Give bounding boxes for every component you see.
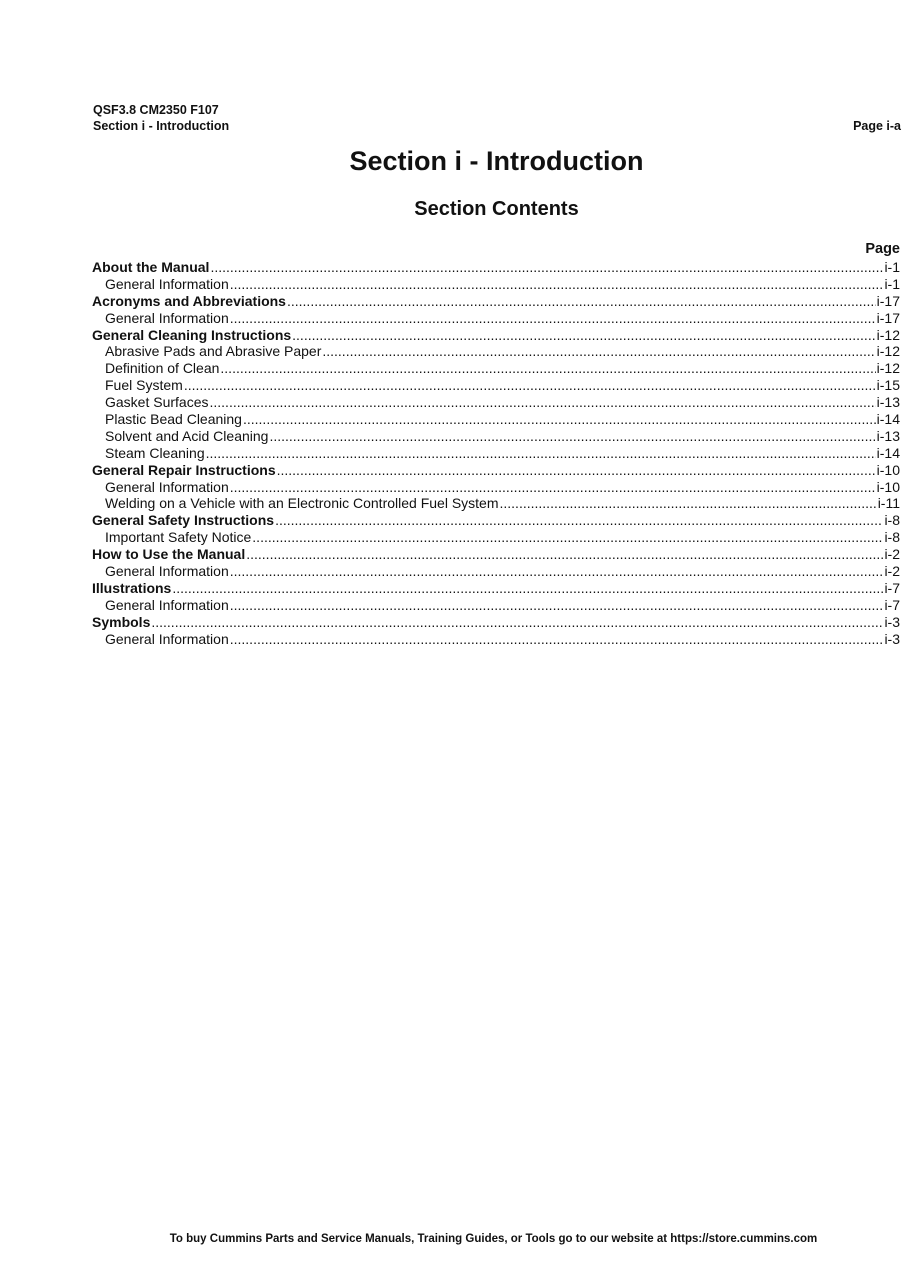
dot-leader <box>230 276 884 293</box>
dot-leader <box>206 445 876 462</box>
toc-entry-page: i-7 <box>884 596 900 613</box>
dot-leader <box>230 479 876 496</box>
toc-subsection-entry[interactable] <box>92 310 900 327</box>
toc-entry-page: i-3 <box>884 630 900 647</box>
toc-entry-page: i-17 <box>876 292 900 309</box>
toc-subsection-entry[interactable] <box>92 479 900 496</box>
toc-entry-page: i-14 <box>876 411 900 428</box>
toc-entry-label: Plastic Bead Cleaning <box>105 411 242 428</box>
toc-subsection-entry[interactable] <box>92 445 900 462</box>
dot-leader <box>292 327 875 344</box>
toc-entry-page: i-15 <box>876 377 900 394</box>
toc-section-entry[interactable] <box>92 293 900 310</box>
toc-entry-label: Solvent and Acid Cleaning <box>105 427 269 444</box>
toc-entry-page: i-1 <box>884 259 900 275</box>
toc-entry-page: i-17 <box>876 309 900 326</box>
page-column-header: Page <box>865 241 900 257</box>
toc-entry-label: General Information <box>105 596 229 613</box>
dot-leader <box>172 580 883 597</box>
page-title: Section i - Introduction <box>349 146 644 176</box>
dot-leader <box>230 597 884 614</box>
footer-note: To buy Cummins Parts and Service Manuals, Training Guides, or Tools go to our website at https://store.cummins.com <box>169 1233 818 1245</box>
toc-subsection-entry[interactable] <box>92 597 900 614</box>
toc-entry-label: Important Safety Notice <box>105 529 252 546</box>
toc-entry-label: General Safety Instructions <box>92 512 275 529</box>
dot-leader <box>230 563 884 580</box>
toc-subsection-entry[interactable] <box>92 495 900 512</box>
dot-leader <box>184 377 876 394</box>
toc-entry-page: i-8 <box>884 529 900 546</box>
toc-subsection-entry[interactable] <box>92 360 900 377</box>
toc-section-entry[interactable] <box>92 259 900 276</box>
toc-entry-page: i-2 <box>884 546 900 563</box>
toc-subsection-entry[interactable] <box>92 428 900 445</box>
dot-leader <box>252 529 883 546</box>
dot-leader <box>269 428 875 445</box>
toc-entry-page: i-10 <box>876 461 900 478</box>
table-of-contents <box>92 240 900 647</box>
toc-entry-label: Symbols <box>92 613 151 630</box>
toc-entry-page: i-12 <box>876 360 900 377</box>
toc-entry-page: i-13 <box>876 394 900 411</box>
dot-leader <box>287 293 876 310</box>
toc-entry-page: i-8 <box>884 512 900 529</box>
toc-subsection-entry[interactable] <box>92 377 900 394</box>
toc-entries <box>92 259 900 647</box>
dot-leader <box>322 343 875 360</box>
toc-entry-label: General Information <box>105 630 229 647</box>
toc-entry-label: Gasket Surfaces <box>105 394 209 411</box>
toc-section-entry[interactable] <box>92 512 900 529</box>
dot-leader <box>151 614 883 631</box>
toc-entry-label: General Cleaning Instructions <box>92 326 292 343</box>
dot-leader <box>220 360 875 377</box>
toc-entry-label: Definition of Clean <box>105 360 220 377</box>
toc-entry-label: General Repair Instructions <box>92 461 276 478</box>
toc-entry-label: Welding on a Vehicle with an Electronic Controlled Fuel System <box>105 495 499 512</box>
page-number: Page i-a <box>853 119 901 133</box>
toc-subsection-entry[interactable] <box>92 529 900 546</box>
toc-entry-page: i-10 <box>876 478 900 495</box>
toc-entry-page: i-3 <box>884 613 900 630</box>
dot-leader <box>210 394 876 411</box>
toc-subsection-entry[interactable] <box>92 276 900 293</box>
toc-subsection-entry[interactable] <box>92 394 900 411</box>
toc-entry-label: Acronyms and Abbreviations <box>92 292 286 309</box>
toc-entry-label: General Information <box>105 309 229 326</box>
toc-subsection-entry[interactable] <box>92 411 900 428</box>
toc-entry-label: Steam Cleaning <box>105 444 205 461</box>
dot-leader <box>210 259 883 276</box>
toc-entry-label: General Information <box>105 275 229 292</box>
toc-entry-label: General Information <box>105 478 229 495</box>
section-contents-heading: Section Contents <box>414 198 579 220</box>
dot-leader <box>277 462 876 479</box>
toc-entry-label: How to Use the Manual <box>92 546 246 563</box>
toc-entry-page: i-13 <box>876 427 900 444</box>
toc-entry-label: About the Manual <box>92 259 210 275</box>
toc-section-entry[interactable] <box>92 614 900 631</box>
dot-leader <box>243 411 876 428</box>
running-header-left <box>93 102 229 134</box>
toc-section-entry[interactable] <box>92 462 900 479</box>
dot-leader <box>230 631 884 648</box>
toc-section-entry[interactable] <box>92 546 900 563</box>
toc-entry-page: i-2 <box>884 563 900 580</box>
toc-entry-label: Fuel System <box>105 377 183 394</box>
toc-subsection-entry[interactable] <box>92 631 900 648</box>
toc-entry-page: i-11 <box>877 495 900 512</box>
toc-section-entry[interactable] <box>92 580 900 597</box>
toc-entry-label: Illustrations <box>92 579 172 596</box>
section-name: Section i - Introduction <box>93 119 230 133</box>
dot-leader <box>246 546 883 563</box>
toc-entry-page: i-1 <box>884 275 900 292</box>
toc-section-entry[interactable] <box>92 327 900 344</box>
toc-entry-page: i-14 <box>876 444 900 461</box>
toc-subsection-entry[interactable] <box>92 343 900 360</box>
toc-subsection-entry[interactable] <box>92 563 900 580</box>
dot-leader <box>275 512 883 529</box>
dot-leader <box>230 310 876 327</box>
toc-entry-page: i-12 <box>876 343 900 360</box>
doc-code: QSF3.8 CM2350 F107 <box>93 103 219 117</box>
toc-entry-page: i-12 <box>876 326 900 343</box>
dot-leader <box>500 495 877 512</box>
toc-entry-page: i-7 <box>884 579 900 596</box>
toc-entry-label: Abrasive Pads and Abrasive Paper <box>105 343 322 360</box>
toc-entry-label: General Information <box>105 563 229 580</box>
